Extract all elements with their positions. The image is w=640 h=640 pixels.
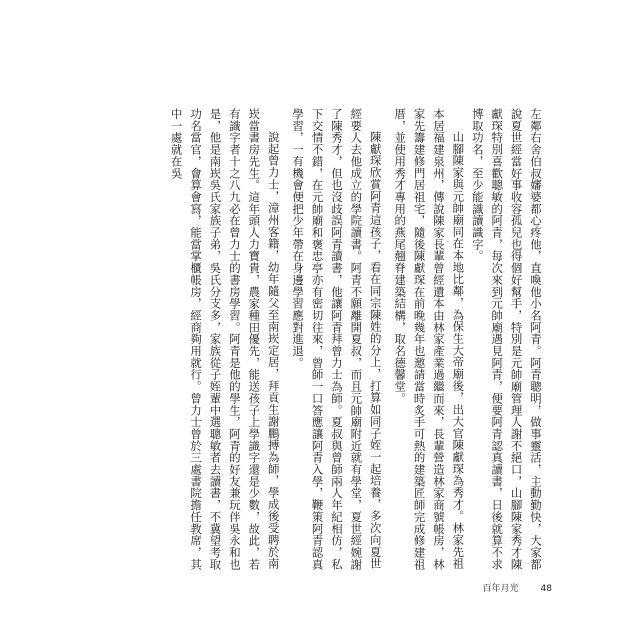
paragraph-2: 山腳陳家與元帥廟同在本地比鄰，為保生大帝廟後，出大官陳獻琛為秀才。林家先祖本居福建泉州，傳說陳家長輩曾經遺本由林家產業過繼而來，長輩營造林家商號帳房，林家先籌建修門居祖宅，隨後陳獻琛在前晚幾年也邀請當時炙手可熱的建築匠師完成修建祖厝，並使用秀才專用的燕尾翹脊建築結構，取名德馨堂。 <box>393 108 466 571</box>
paragraph-4: 說起曾力士，漳州客籍，幼年隨父至南崁定居，拜貢生謝鵬搏為師，學成後受聘於南崁當書房先生。這年頭人力寶貴，農家種田優先，能送孩子上學識字還是少數，故此，若有識字者十之八九必在曾力士的書房學習。阿青是他的學生，阿青的好友兼玩伴吳永和也是，他是南崁吳氏家族子弟，吳氏分支多，家族從子姪輩中選聰敏者去讀書，不冀望考取功名當官，會算會寫，能當掌櫃帳房，經商夠用就行。曾力士曾於三處書院擔任教席，其中一處就在吳 <box>169 108 281 571</box>
running-title: 百年月光 <box>482 584 519 594</box>
paragraph-3: 陳獻琛欣賞阿青這孩子，看在同宗陳姓的分上，打算如同子姪一起培養，多次向夏世經要人去他成立的學院讀書。阿青不願離開夏叔，而且元帥廟附近就有學堂，夏世經婉謝了陳秀才，但也沒歧誤阿青讀書，他讓阿青拜曾力士為師。夏叔與曾師兩人年紀相仿，私下交情不錯，在元帥廟和褒忠亭亦有密切往來，曾師一口答應讓阿青入學，鞭策阿青認真學習，一有機會便把少年帶在身邊學習應對進退。 <box>291 108 383 571</box>
paragraph-1: 左鄰右舍伯叔嬸婆都心疼他，直喚他小名阿青。阿青聰明，做事靈活，主動勤快，大家都說夏世經當好事收容孤兒也得個好幫手，特別是元帥廟管理人謝不絕口，山腳陳家秀才陳獻琛特別喜歡聰敏的阿青，每次來到元帥廟遇見阿青，便要阿青認真讀書，日後就算不求博取功名，至少能識讀識字。 <box>470 108 543 571</box>
page-number: 48 <box>540 584 552 594</box>
page-footer <box>483 581 552 594</box>
page-body-text <box>95 108 545 580</box>
